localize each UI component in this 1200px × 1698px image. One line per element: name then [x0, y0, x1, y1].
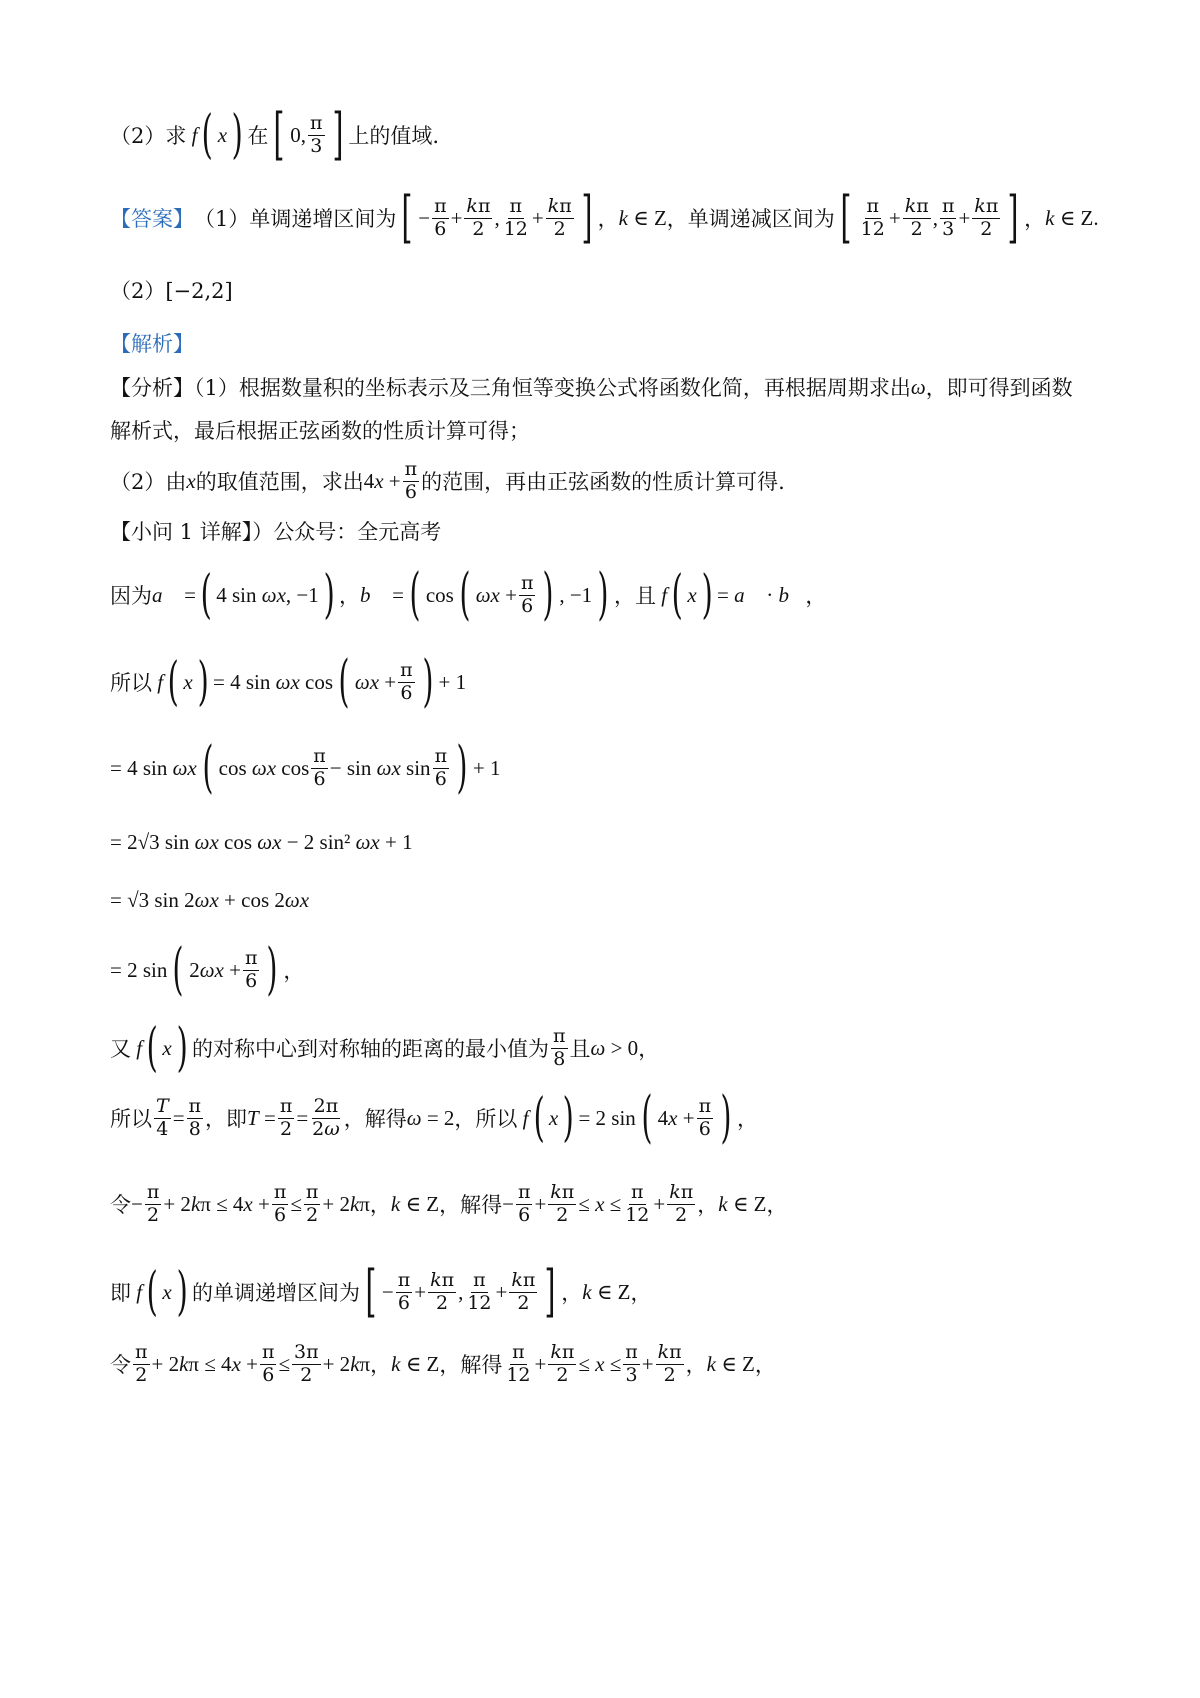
answer-2: （2）[−2,2]	[110, 279, 233, 303]
step-symmetry: 又 f ( x ) 的对称中心到对称轴的距离的最小值为 $\frac{\pi}{8}$ 且 ω > 0 ，	[110, 1018, 660, 1078]
step-root3: = √3 sin 2ωx + cos 2ωx	[110, 888, 310, 912]
answer-tag: 【答案】	[110, 207, 194, 231]
step-vectors: 因为 a⃗ = ( 4 sin ωx, −1 ) ， b⃗ = ( cos ( ωx + $\frac{\pi}{6}$ ) , −1 ) ，且 f ( x ) = a⃗ · b⃗ ，	[110, 562, 827, 627]
step-dec-inequality: 令 $\frac{\pi}{2}$ + 2kπ ≤ 4x + $\frac{\pi}{6}$ ≤ $\frac{3\pi}{2}$ + 2kπ ， k ∈ Z ，解得 $\frac{\pi}{12}$ + $\frac{k\pi}{2}$ ≤ x ≤ $\frac{\pi}{3}$ + $\frac{k\pi}{2}$ ， k ∈ Z ，	[110, 1340, 776, 1386]
step-expand: = 4 sin ωx ( cos ωx cos $\frac{\pi}{6}$ − sin ωx sin $\frac{\pi}{6}$ ) + 1	[110, 735, 501, 800]
step-2root3: = 2√3 sin ωx cos ωx − 2 sin² ωx + 1	[110, 830, 413, 854]
sub-question-1-title: 【小问 1 详解】）公众号：全元高考	[110, 520, 442, 544]
step-inc-interval: 即 f ( x ) 的单调递增区间为 [ − $\frac{\pi}{6}$ + $\frac{k\pi}{2}$ , $\frac{\pi}{12}$ + $\frac{k\pi}{2}$ ] ， k ∈ Z ，	[110, 1259, 652, 1324]
step-2sin: = 2 sin ( 2ωx + $\frac{\pi}{6}$ ) ，	[110, 937, 305, 1002]
analysis-line-3: （2）由 x 的取值范围，求出 4x + $\frac{\pi}{6}$ 的范围，再由正弦函数的性质计算可得.	[110, 457, 785, 503]
question-2: （2）求 f ( x ) 在 [ 0, $\frac{\pi}{3}$ ] 上的值域.	[110, 102, 440, 167]
step-period: 所以 $\frac{T}{4}$ = $\frac{\pi}{8}$ ，即 T = $\frac{\pi}{2}$ = $\frac{2\pi}{2\omega}$ ，解得 ω = 2 ，所以 f ( x ) = 2 sin ( 4x + $\frac{\pi}{6}$ ) ，	[110, 1085, 758, 1150]
jiexi-tag: 【解析】	[110, 332, 194, 356]
step-inc-inequality: 令 − $\frac{\pi}{2}$ + 2kπ ≤ 4x + $\frac{\pi}{6}$ ≤ $\frac{\pi}{2}$ + 2kπ ， k ∈ Z ，解得 − $\frac{\pi}{6}$ + $\frac{k\pi}{2}$ ≤ x ≤ $\frac{\pi}{12}$ + $\frac{k\pi}{2}$ ， k ∈ Z ，	[110, 1180, 788, 1226]
answer-1: 【答案】 （1）单调递增区间为 [ − $\frac{\pi}{6}$ + $\frac{k\pi}{2}$ , $\frac{\pi}{12}$ + $\frac{k\pi}{2}$ ] ， k ∈ Z ，单调递减区间为 [ $\frac{\pi}{12}$ + $\frac{k\pi}{2}$ , $\frac{\pi}{3}$ + $\frac{k\pi}{2}$ ] ， k ∈ Z.	[110, 185, 1099, 250]
step-f: 所以 f ( x ) = 4 sin ωx cos ( ωx + $\frac{\pi}{6}$ ) + 1	[110, 649, 467, 714]
analysis-line-2: 解析式，最后根据正弦函数的性质计算可得；	[110, 419, 530, 443]
analysis-line-1: 【分析】（1）根据数量积的坐标表示及三角恒等变换公式将函数化简，再根据周期求出 ω ，即可得到函数	[110, 374, 1073, 400]
